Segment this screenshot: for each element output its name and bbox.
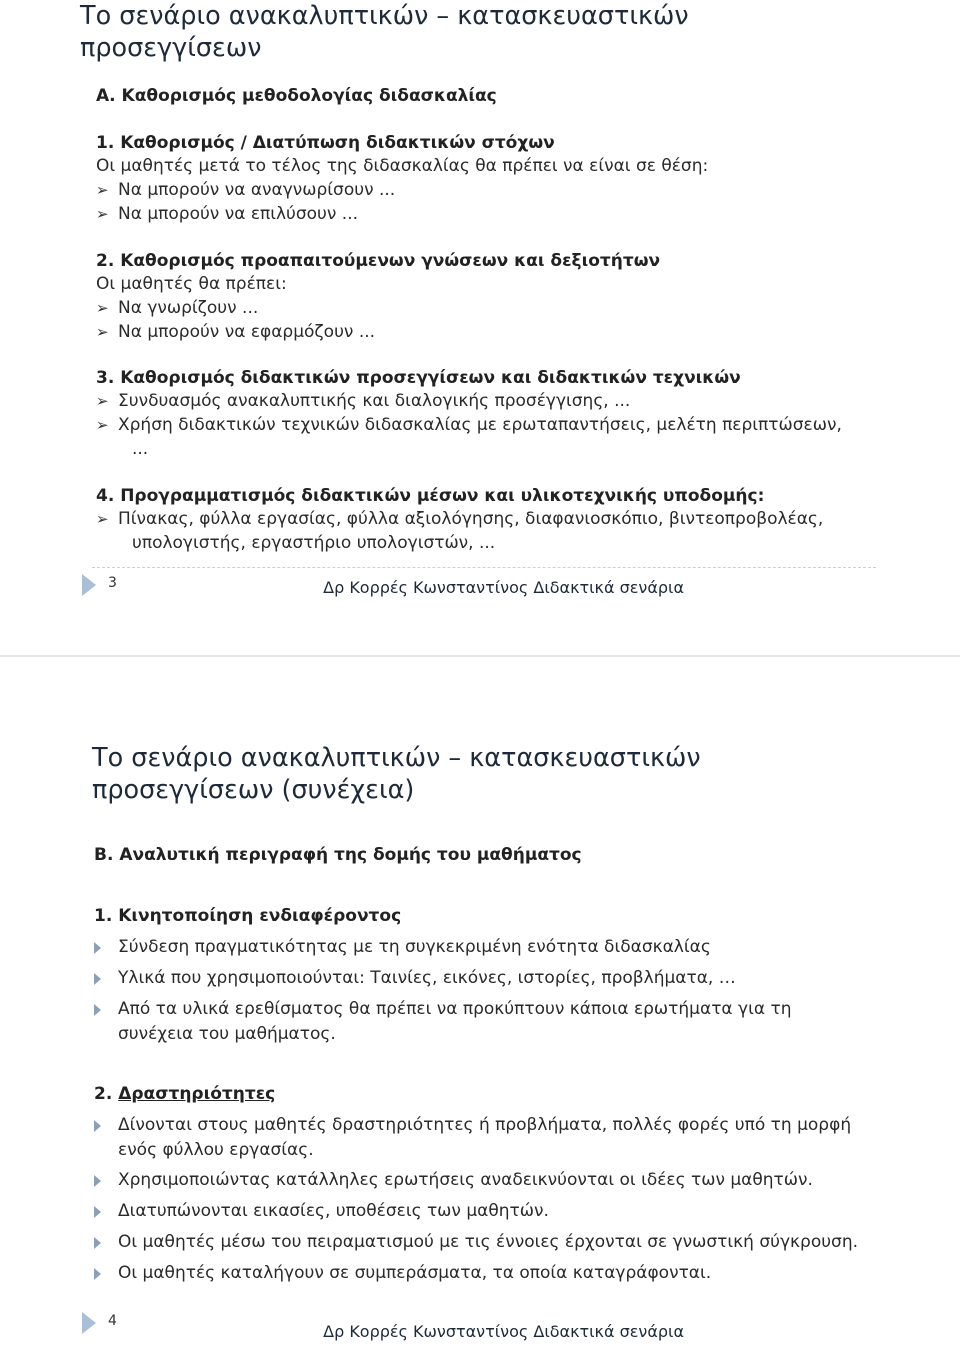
list-item: Οι μαθητές καταλήγουν σε συμπεράσματα, τα οποία καταγράφονται. bbox=[118, 1263, 712, 1283]
heading-3: 3. Καθορισμός διδακτικών προσεγγίσεων και διδακτικών τεχνικών bbox=[96, 368, 741, 388]
list-item: Από τα υλικά ερεθίσματος θα πρέπει να προκύπτουν κάποια ερωτήματα για τη bbox=[118, 999, 792, 1019]
list-item: ➢ Να γνωρίζουν ... bbox=[96, 298, 259, 318]
list-item: Διατυπώνονται εικασίες, υποθέσεις των μαθητών. bbox=[118, 1201, 549, 1221]
footer-author: Δρ Κορρές Κωνσταντίνος Διδακτικά σενάρια bbox=[323, 1322, 684, 1341]
heading-1: 1. Καθορισμός / Διατύπωση διδακτικών στόχων bbox=[96, 133, 555, 153]
arrowhead-bullet-icon: ➢ bbox=[96, 510, 109, 528]
page-separator bbox=[0, 655, 960, 657]
list-item: Υλικά που χρησιμοποιούνται: Ταινίες, εικόνες, ιστορίες, προβλήματα, … bbox=[118, 968, 736, 988]
heading-4: 4. Προγραμματισμός διδακτικών μέσων και υλικοτεχνικής υποδομής: bbox=[96, 486, 765, 506]
triangle-bullet-icon bbox=[94, 1268, 101, 1280]
footer-arrow-icon bbox=[82, 1312, 96, 1334]
triangle-bullet-icon bbox=[94, 1175, 101, 1187]
arrowhead-bullet-icon: ➢ bbox=[96, 392, 109, 410]
section-b-heading: Β. Αναλυτική περιγραφή της δομής του μαθήματος bbox=[94, 845, 582, 865]
triangle-bullet-icon bbox=[94, 942, 101, 954]
heading-2-word: Δραστηριότητες bbox=[118, 1084, 276, 1104]
slide-title-line1: Το σενάριο ανακαλυπτικών – κατασκευαστικών bbox=[92, 743, 701, 773]
heading-2: 2. Δραστηριότητες bbox=[94, 1084, 276, 1104]
arrowhead-bullet-icon: ➢ bbox=[96, 205, 109, 223]
list-item-continuation: υπολογιστής, εργαστήριο υπολογιστών, ... bbox=[132, 533, 496, 553]
list-item: ➢ Να μπορούν να εφαρμόζουν ... bbox=[96, 322, 376, 342]
list-item: Οι μαθητές μέσω του πειραματισμού με τις έννοιες έρχονται σε γνωστική σύγκρουση. bbox=[118, 1232, 859, 1252]
list-item: ➢ Συνδυασμός ανακαλυπτικής και διαλογικής προσέγγισης, ... bbox=[96, 391, 631, 411]
slide-title-line2: προσεγγίσεων bbox=[80, 33, 262, 63]
slide-title-line2: προσεγγίσεων (συνέχεια) bbox=[92, 775, 415, 805]
footer-divider bbox=[92, 567, 876, 568]
list-item-continuation: ... bbox=[132, 439, 149, 459]
list-item: ➢ Να μπορούν να αναγνωρίσουν ... bbox=[96, 180, 396, 200]
triangle-bullet-icon bbox=[94, 1120, 101, 1132]
slide-title-line1: Το σενάριο ανακαλυπτικών – κατασκευαστικών bbox=[80, 1, 689, 31]
list-item: Σύνδεση πραγματικότητας με τη συγκεκριμένη ενότητα διδασκαλίας bbox=[118, 937, 711, 957]
list-item: Χρησιμοποιώντας κατάλληλες ερωτήσεις αναδεικνύονται οι ιδέες των μαθητών. bbox=[118, 1170, 813, 1190]
slide-4 bbox=[0, 660, 960, 1345]
list-item: Δίνονται στους μαθητές δραστηριότητες ή προβλήματα, πολλές φορές υπό τη μορφή bbox=[118, 1115, 852, 1135]
footer-arrow-icon bbox=[82, 574, 96, 596]
list-item: ➢ Χρήση διδακτικών τεχνικών διδασκαλίας με ερωταπαντήσεις, μελέτη περιπτώσεων, bbox=[96, 415, 842, 435]
arrowhead-bullet-icon: ➢ bbox=[96, 299, 109, 317]
triangle-bullet-icon bbox=[94, 973, 101, 985]
list-item-continuation: ενός φύλλου εργασίας. bbox=[118, 1140, 314, 1160]
list-item-continuation: συνέχεια του μαθήματος. bbox=[118, 1024, 336, 1044]
slide-3 bbox=[0, 0, 960, 620]
triangle-bullet-icon bbox=[94, 1237, 101, 1249]
heading-2-intro: Οι μαθητές θα πρέπει: bbox=[96, 274, 287, 294]
page-number: 4 bbox=[108, 1313, 117, 1329]
list-item: ➢ Να μπορούν να επιλύσουν ... bbox=[96, 204, 359, 224]
list-item: ➢ Πίνακας, φύλλα εργασίας, φύλλα αξιολόγησης, διαφανιοσκόπιο, βιντεοπροβολέας, bbox=[96, 509, 824, 529]
heading-1-intro: Οι μαθητές μετά το τέλος της διδασκαλίας θα πρέπει να είναι σε θέση: bbox=[96, 156, 709, 176]
heading-1: 1. Κινητοποίηση ενδιαφέροντος bbox=[94, 906, 402, 926]
arrowhead-bullet-icon: ➢ bbox=[96, 416, 109, 434]
arrowhead-bullet-icon: ➢ bbox=[96, 323, 109, 341]
triangle-bullet-icon bbox=[94, 1206, 101, 1218]
section-a-heading: Α. Καθορισμός μεθοδολογίας διδασκαλίας bbox=[96, 86, 497, 106]
page-number: 3 bbox=[108, 575, 117, 591]
footer-author: Δρ Κορρές Κωνσταντίνος Διδακτικά σενάρια bbox=[323, 578, 684, 597]
triangle-bullet-icon bbox=[94, 1004, 101, 1016]
heading-2: 2. Καθορισμός προαπαιτούμενων γνώσεων και δεξιοτήτων bbox=[96, 251, 661, 271]
arrowhead-bullet-icon: ➢ bbox=[96, 181, 109, 199]
